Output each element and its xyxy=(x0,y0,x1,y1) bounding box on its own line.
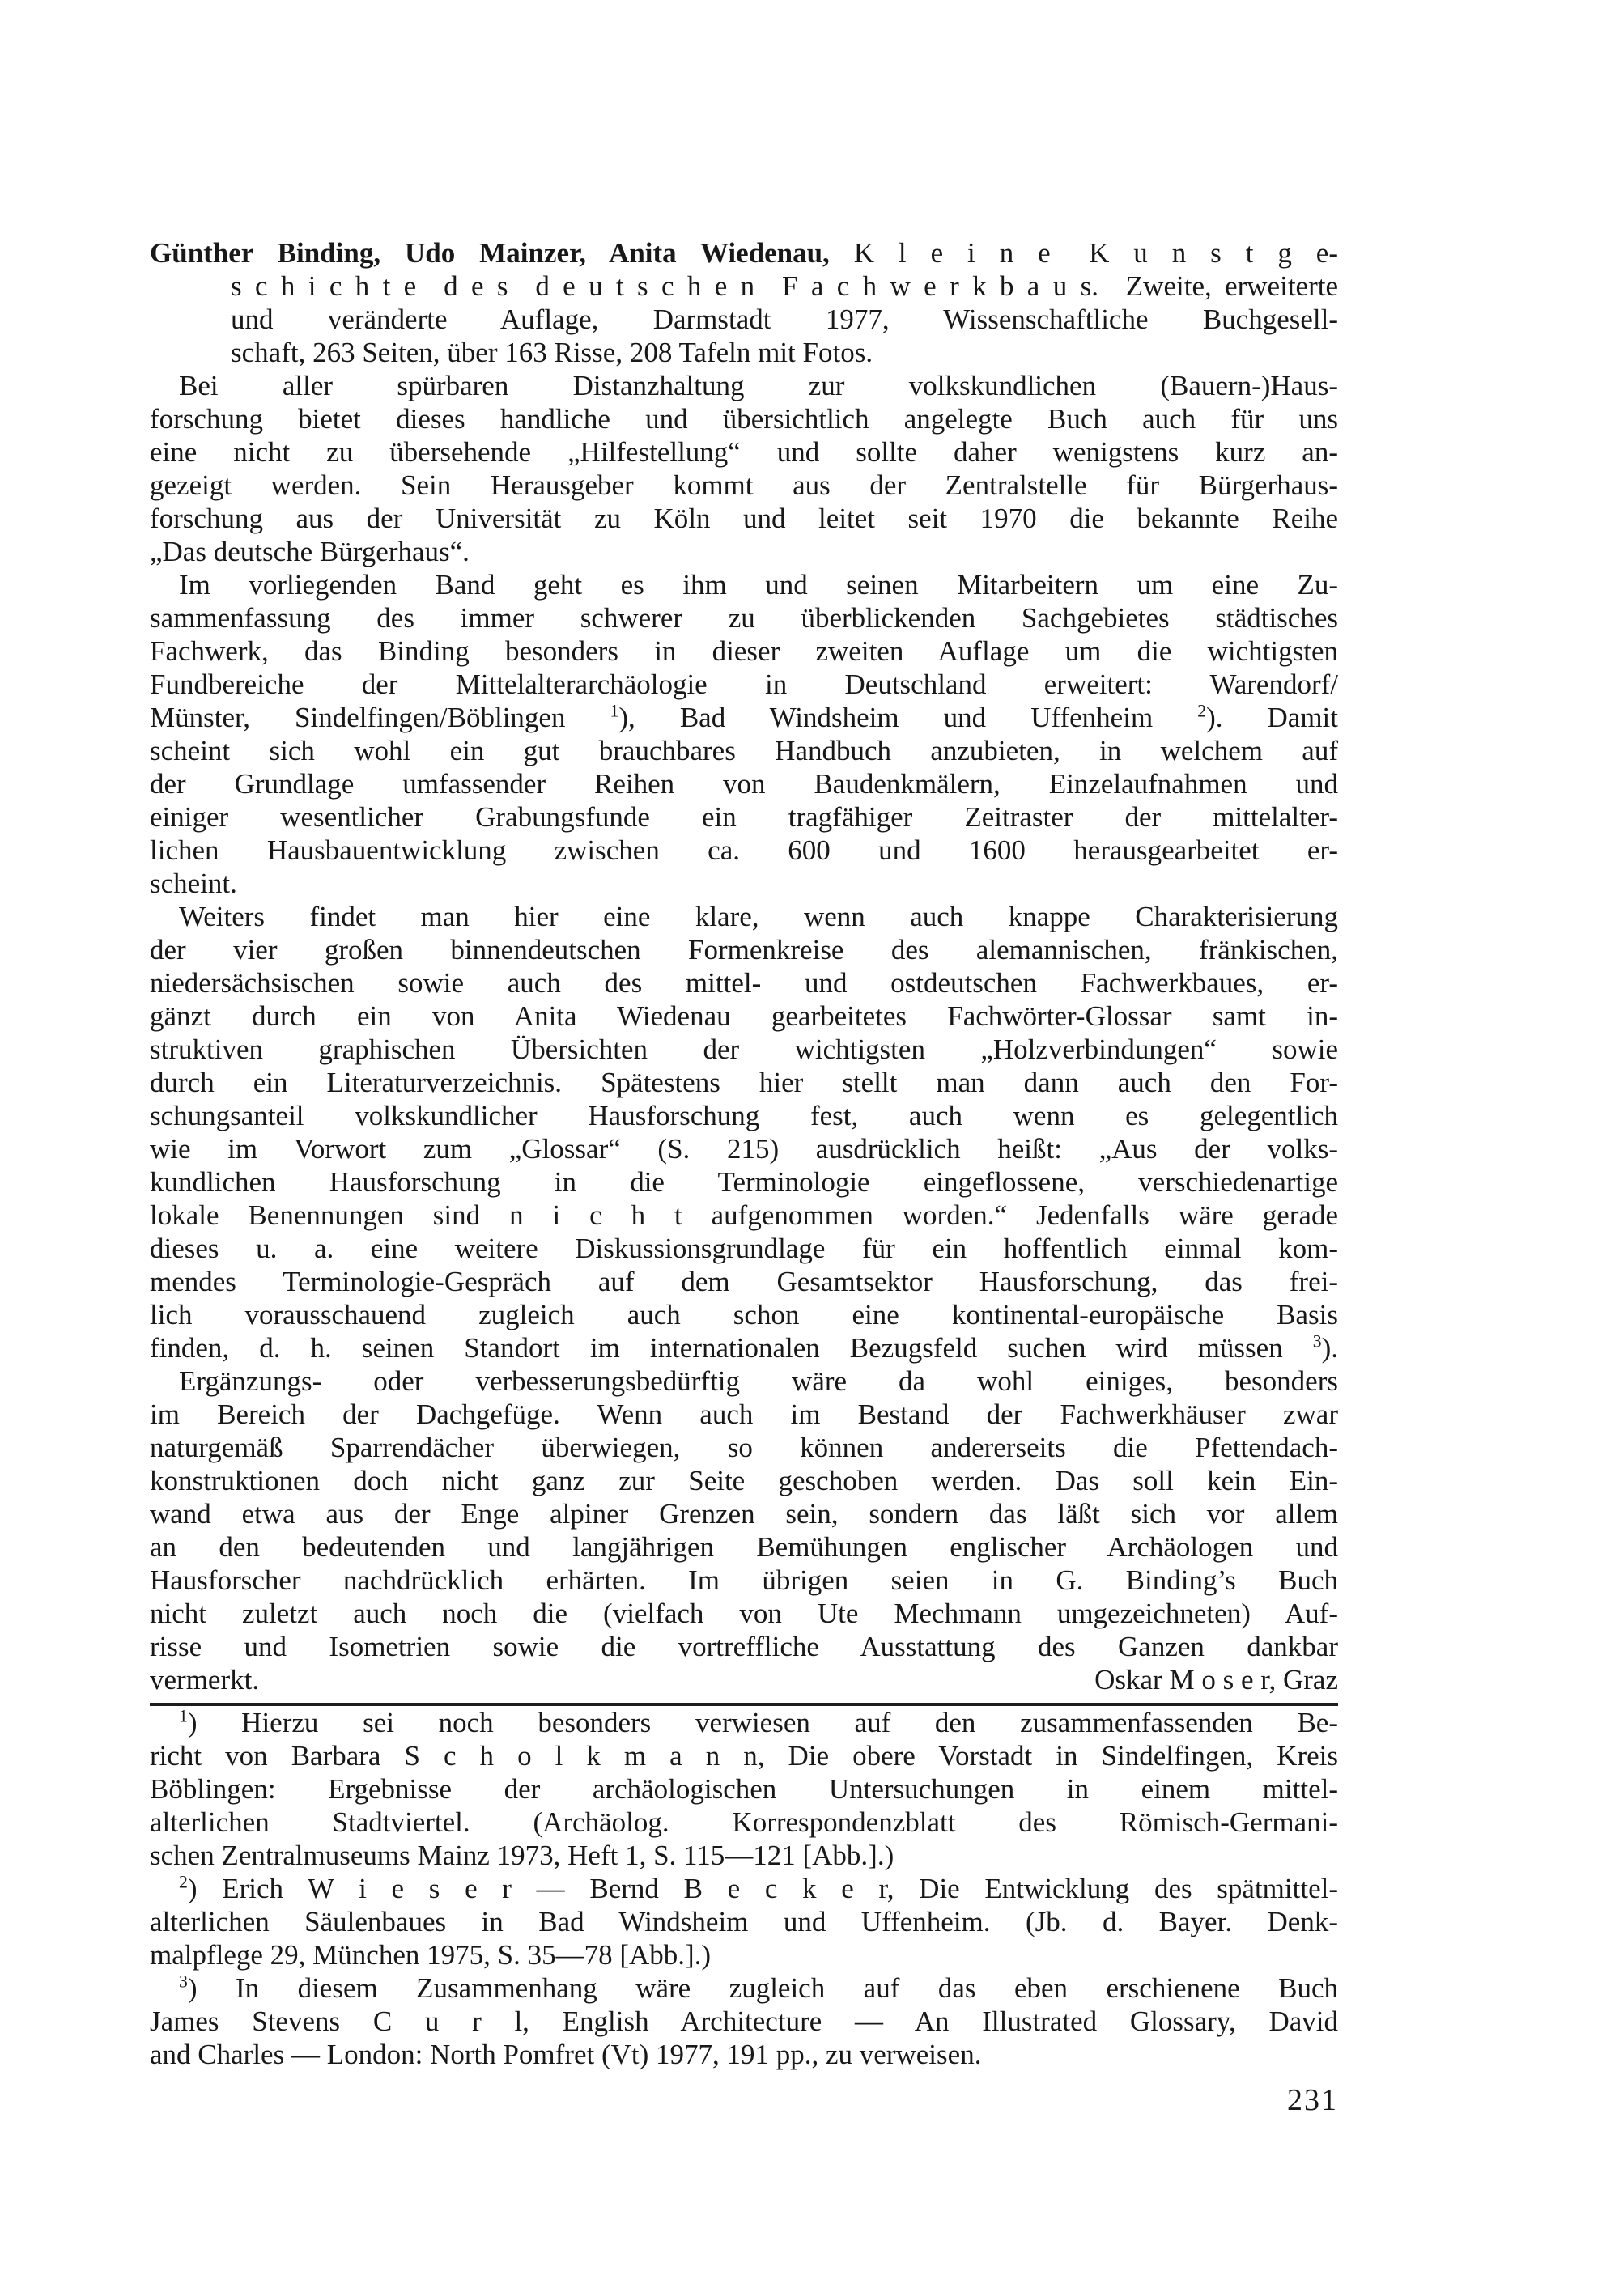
text-line: und veränderte Auflage, Darmstadt 1977, Wissenschaftliche Buchgesell- xyxy=(231,303,1338,335)
text-line: Fachwerk, das Binding besonders in dieser zweiten Auflage um die wichtigsten xyxy=(150,635,1338,667)
footnote-marker: 3 xyxy=(179,1971,188,1992)
text-line: lokale Benennungen sind n i c h t aufgenommen worden.“ Jedenfalls wäre gerade xyxy=(150,1199,1338,1231)
text-line: „Das deutsche Bürgerhaus“. xyxy=(150,536,470,567)
paragraph xyxy=(150,369,1338,568)
text-line: lichen Hausbauentwicklung zwischen ca. 600 und 1600 herausgearbeitet er- xyxy=(150,834,1338,866)
text-line: schungsanteil volkskundlicher Hausforschung fest, auch wenn es gelegentlich xyxy=(150,1100,1338,1131)
text-line: konstruktionen doch nicht ganz zur Seite geschoben werden. Das soll kein Ein- xyxy=(150,1465,1338,1496)
text-line: gänzt durch ein von Anita Wiedenau gearbeitetes Fachwörter-Glossar samt in- xyxy=(150,1000,1338,1032)
signature-left: vermerkt. xyxy=(150,1664,260,1695)
text-line: Günther Binding, Udo Mainzer, Anita Wiedenau, K l e i n e K u n s t g e- xyxy=(150,237,1338,269)
text-line: Hausforscher nachdrücklich erhärten. Im übrigen seien in G. Binding’s Buch xyxy=(150,1564,1338,1596)
text-line: der vier großen binnendeutschen Formenkreise des alemannischen, fränkischen, xyxy=(150,934,1338,966)
text-line: Ergänzungs- oder verbesserungsbedürftig wäre da wohl einiges, besonders xyxy=(179,1365,1338,1397)
text-line: scheint sich wohl ein gut brauchbares Handbuch anzubieten, in welchem auf xyxy=(150,735,1338,766)
text-line: einiger wesentlicher Grabungsfunde ein tragfähiger Zeitraster der mittelalter- xyxy=(150,801,1338,833)
text-line: an den bedeutenden und langjährigen Bemühungen englischer Archäologen und xyxy=(150,1531,1338,1563)
text-line: nicht zuletzt auch noch die (vielfach von Ute Mechmann umgezeichneten) Auf- xyxy=(150,1598,1338,1629)
text-line: niedersächsischen sowie auch des mittel- und ostdeutschen Fachwerkbaues, er- xyxy=(150,967,1338,999)
text-line: gezeigt werden. Sein Herausgeber kommt aus der Zentralstelle für Bürgerhaus- xyxy=(150,469,1338,501)
text-line: Münster, Sindelfingen/Böblingen $^1$), Bad Windsheim und Uffenheim $^2$). Damit xyxy=(150,701,1339,733)
text-line: kundlichen Hausforschung in die Terminologie eingeflossene, verschiedenartige xyxy=(150,1166,1338,1198)
footnote-marker: 1 xyxy=(179,1706,188,1726)
footnote xyxy=(150,1971,1338,2071)
paragraph xyxy=(150,900,1338,1364)
text-line: Böblingen: Ergebnisse der archäologischen Untersuchungen in einem mittel- xyxy=(150,1773,1338,1805)
text-line: risse und Isometrien sowie die vortreffliche Ausstattung des Ganzen dankbar xyxy=(150,1631,1338,1662)
text-line: durch ein Literaturverzeichnis. Spätestens hier stellt man dann auch den For- xyxy=(150,1067,1338,1098)
text-line: schen Zentralmuseums Mainz 1973, Heft 1, S. 115—121 [Abb.].) xyxy=(150,1840,894,1871)
text-line: der Grundlage umfassender Reihen von Baudenkmälern, Einzelaufnahmen und xyxy=(150,768,1338,800)
content-column xyxy=(150,236,1338,2117)
footnote-marker: 2 xyxy=(1197,701,1207,721)
text-line: eine nicht zu übersehende „Hilfestellung“ und sollte daher wenigstens kurz an- xyxy=(150,436,1338,468)
text-line: alterlichen Stadtviertel. (Archäolog. Korrespondenzblatt des Römisch-Germani- xyxy=(150,1806,1338,1838)
text-line: and Charles — London: North Pomfret (Vt) 1977, 191 pp., zu verweisen. xyxy=(150,2039,982,2070)
paragraph xyxy=(150,568,1338,900)
text-line: James Stevens C u r l, English Architecture — An Illustrated Glossary, David xyxy=(150,2005,1338,2037)
paragraph xyxy=(150,1364,1338,1663)
text-line: schaft, 263 Seiten, über 163 Risse, 208 Tafeln mit Fotos. xyxy=(231,337,873,368)
text-line: dieses u. a. eine weitere Diskussionsgrundlage für ein hoffentlich einmal kom- xyxy=(150,1233,1338,1264)
footnote-marker: 3 xyxy=(1312,1331,1322,1352)
text-line: wand etwa aus der Enge alpiner Grenzen sein, sondern das läßt sich vor allem xyxy=(150,1498,1338,1530)
review-heading xyxy=(150,236,1338,369)
text-line: mendes Terminologie-Gespräch auf dem Gesamtsektor Hausforschung, das frei- xyxy=(150,1266,1338,1297)
text-line: im Bereich der Dachgefüge. Wenn auch im Bestand der Fachwerkhäuser zwar xyxy=(150,1398,1338,1430)
text-line: malpflege 29, München 1975, S. 35—78 [Abb.].) xyxy=(150,1939,712,1971)
footnote-marker: 1 xyxy=(610,701,619,721)
footnote-marker: 2 xyxy=(179,1872,188,1892)
text-line: struktiven graphischen Übersichten der wichtigsten „Holzverbindungen“ sowie xyxy=(150,1033,1338,1065)
text-line: wie im Vorwort zum „Glossar“ (S. 215) ausdrücklich heißt: „Aus der volks- xyxy=(150,1133,1338,1165)
text-line: finden, d. h. seinen Standort im internationalen Bezugsfeld suchen wird müssen $^3$). xyxy=(150,1331,1338,1364)
page-number: 231 xyxy=(1287,2083,1338,2117)
signature-line xyxy=(150,1663,1338,1696)
footnote xyxy=(150,1706,1338,1872)
text-line: $^3$) In diesem Zusammenhang wäre zugleich auf das eben erschienene Buch xyxy=(179,1971,1338,2004)
text-line: Bei aller spürbaren Distanzhaltung zur volkskundlichen (Bauern-)Haus- xyxy=(179,370,1338,401)
text-line: Fundbereiche der Mittelalterarchäologie in Deutschland erweitert: Warendorf/ xyxy=(150,668,1338,700)
text-line: forschung bietet dieses handliche und übersichtlich angelegte Buch auch für uns xyxy=(150,403,1338,435)
text-line: alterlichen Säulenbaues in Bad Windsheim und Uffenheim. (Jb. d. Bayer. Denk- xyxy=(150,1906,1338,1937)
text-line: lich vorausschauend zugleich auch schon eine kontinental-europäische Basis xyxy=(150,1299,1338,1330)
text-line: naturgemäß Sparrendächer überwiegen, so können andererseits die Pfettendach- xyxy=(150,1432,1338,1463)
text-line: $^1$) Hierzu sei noch besonders verwiesen auf den zusammenfassenden Be- xyxy=(179,1706,1338,1738)
footnote xyxy=(150,1872,1338,1971)
text-line: richt von Barbara S c h o l k m a n n, Die obere Vorstadt in Sindelfingen, Kreis xyxy=(150,1740,1338,1772)
text-line: sammenfassung des immer schwerer zu überblickenden Sachgebietes städtisches xyxy=(150,602,1338,634)
text-block xyxy=(150,236,1338,2071)
text-line: scheint. xyxy=(150,868,237,899)
reviewer-signature: Oskar M o s e r, Graz xyxy=(1094,1664,1338,1695)
text-line: Im vorliegenden Band geht es ihm und seinen Mitarbeitern um eine Zu- xyxy=(179,569,1338,601)
text-line: s c h i c h t e d e s d e u t s c h e n F a c h w e r k b a u s. Zweite, erweiterte xyxy=(231,270,1338,302)
text-line: $^2$) Erich W i e s e r — Bernd B e c k e r, Die Entwicklung des spätmittel- xyxy=(179,1872,1338,1904)
text-line: forschung aus der Universität zu Köln und leitet seit 1970 die bekannte Reihe xyxy=(150,503,1338,534)
text-line: Weiters findet man hier eine klare, wenn auch knappe Charakterisierung xyxy=(179,901,1338,932)
